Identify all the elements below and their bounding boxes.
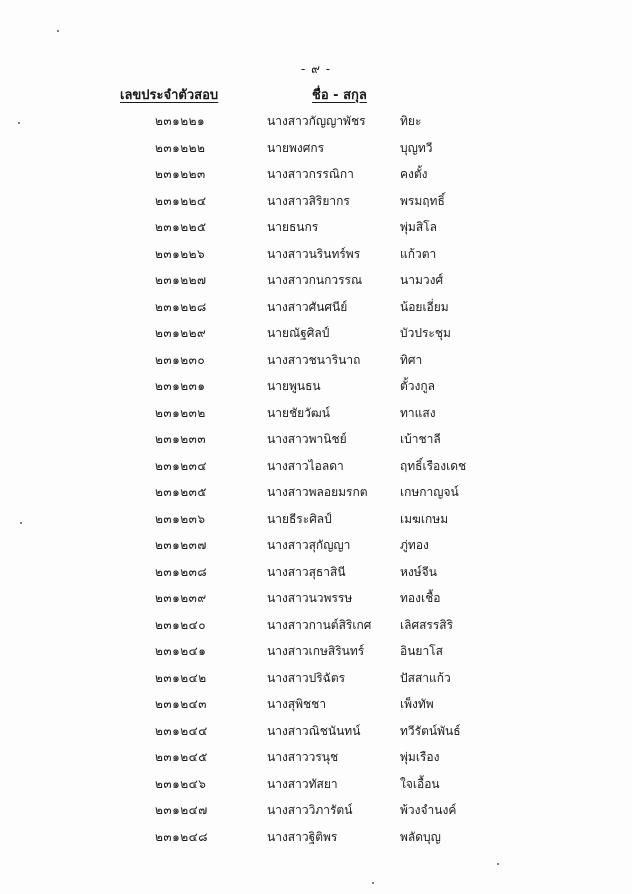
last-name-cell: ทองเชื้อ — [400, 591, 441, 605]
first-name-cell: นางสาววิภารัตน์ — [267, 803, 353, 817]
table-row — [0, 585, 632, 612]
table-row — [0, 771, 632, 798]
table-row — [0, 400, 632, 427]
first-name-cell: นายณัฐศิลป์ — [267, 326, 330, 340]
last-name-cell: เบ้าชาลี — [400, 432, 441, 446]
last-name-cell: บัวประชุม — [400, 326, 451, 340]
exam-id-cell: ๒๓๑๒๓๐ — [155, 352, 206, 367]
first-name-cell: นายธนกร — [267, 220, 319, 234]
last-name-cell: พรมฤทธิ์ — [400, 193, 445, 208]
last-name-cell: คงตั้ง — [400, 167, 428, 181]
table-row — [0, 797, 632, 824]
exam-id-cell: ๒๓๑๒๓๑ — [155, 379, 206, 393]
exam-id-cell: ๒๓๑๒๒๖ — [155, 246, 206, 261]
last-name-cell: นามวงศ์ — [400, 273, 444, 287]
table-row — [0, 506, 632, 533]
last-name-cell: ทาแสง — [400, 405, 436, 420]
exam-id-cell: ๒๓๑๒๔๖ — [155, 776, 207, 791]
first-name-cell: นางสาวชนารินาถ — [267, 352, 361, 367]
table-row — [0, 267, 632, 294]
exam-id-cell: ๒๓๑๒๔๐ — [155, 617, 207, 632]
table-row — [0, 426, 632, 453]
exam-id-cell: ๒๓๑๒๔๓ — [155, 697, 207, 711]
exam-id-cell: ๒๓๑๒๒๕ — [155, 220, 207, 234]
last-name-cell: เพ็งทัพ — [400, 697, 434, 711]
first-name-cell: นางสาวศันศนีย์ — [267, 299, 348, 314]
first-name-cell: นายพงศกร — [267, 140, 325, 155]
first-name-cell: นางสาวพานิชย์ — [267, 432, 347, 446]
first-name-cell: นางสุพิชชา — [267, 697, 327, 711]
last-name-cell: พ้วงจำนงค์ — [400, 803, 457, 817]
first-name-cell: นางสาวสุกัญญา — [267, 538, 351, 552]
last-name-cell: อินยาโส — [400, 644, 443, 658]
table-row — [0, 559, 632, 586]
first-name-cell: นางสาวกนกวรรณ — [267, 273, 363, 287]
exam-id-cell: ๒๓๑๒๔๘ — [155, 829, 208, 844]
table-row — [0, 188, 632, 215]
table-row — [0, 108, 632, 135]
first-name-cell: นางสาวสิริยากร — [267, 193, 350, 208]
exam-id-cell: ๒๓๑๒๔๔ — [155, 723, 208, 738]
last-name-cell: ใจเอื้อน — [400, 776, 440, 791]
last-name-cell: น้อยเอี่ยม — [400, 299, 449, 314]
first-name-cell: นางสาวเกษสิรินทร์ — [267, 644, 365, 658]
first-name-cell: นางสาวณิชนันทน์ — [267, 723, 361, 738]
table-row — [0, 347, 632, 374]
table-row — [0, 241, 632, 268]
exam-id-cell: ๒๓๑๒๒๘ — [155, 299, 207, 314]
last-name-cell: ทิศา — [400, 352, 423, 367]
exam-id-cell: ๒๓๑๒๓๗ — [155, 538, 207, 552]
table-row — [0, 612, 632, 639]
last-name-cell: หงษ์จีน — [400, 564, 437, 579]
last-name-cell: พลัดบุญ — [400, 829, 441, 844]
header-exam-id: เลขประจำตัวสอบ — [120, 88, 219, 103]
table-row — [0, 453, 632, 480]
last-name-cell: เกษกาญจน์ — [400, 485, 459, 499]
exam-id-cell: ๒๓๑๒๓๕ — [155, 485, 207, 499]
last-name-cell: ปัสสาแก้ว — [400, 670, 451, 685]
last-name-cell: ฤทธิ์เรืองเดช — [400, 458, 467, 473]
page-number: - ๙ - — [300, 62, 332, 76]
first-name-cell: นางสาวฐิติพร — [267, 829, 338, 844]
scan-speck — [20, 522, 22, 524]
last-name-cell: ทวีรัตน์พันธ์ — [400, 723, 461, 738]
exam-id-cell: ๒๓๑๒๒๗ — [155, 273, 207, 287]
exam-id-cell: ๒๓๑๒๒๙ — [155, 326, 207, 340]
exam-id-cell: ๒๓๑๒๒๒ — [155, 140, 206, 155]
exam-id-cell: ๒๓๑๒๓๒ — [155, 405, 206, 420]
last-name-cell: เลิศสรรสิริ — [400, 617, 454, 632]
first-name-cell: นางสาวพลอยมรกต — [267, 485, 368, 499]
table-row — [0, 294, 632, 321]
table-row — [0, 532, 632, 559]
first-name-cell: นางสาวกรรณิกา — [267, 167, 354, 181]
table-row — [0, 824, 632, 851]
last-name-cell: พุ่มเรือง — [400, 750, 440, 764]
candidate-list — [0, 108, 632, 850]
first-name-cell: นางสาวกานต์สิริเกศ — [267, 617, 372, 632]
exam-id-cell: ๒๓๑๒๔๒ — [155, 670, 207, 685]
scan-speck — [18, 122, 20, 124]
first-name-cell: นางสาวนวพรรษ — [267, 591, 353, 605]
last-name-cell: ภู่ทอง — [400, 538, 429, 552]
exam-id-cell: ๒๓๑๒๔๕ — [155, 750, 208, 764]
scan-speck — [57, 30, 59, 32]
first-name-cell: นางสาวทัสยา — [267, 776, 338, 791]
table-row — [0, 479, 632, 506]
first-name-cell: นายพูนธน — [267, 379, 321, 393]
last-name-cell: เมฆเกษม — [400, 511, 449, 526]
last-name-cell: บุญทวี — [400, 140, 433, 155]
exam-id-cell: ๒๓๑๒๓๖ — [155, 511, 206, 526]
first-name-cell: นางสาวนรินทร์พร — [267, 246, 361, 261]
exam-id-cell: ๒๓๑๒๓๔ — [155, 458, 207, 473]
first-name-cell: นางสาวไอลดา — [267, 458, 344, 473]
table-row — [0, 161, 632, 188]
table-row — [0, 718, 632, 745]
exam-id-cell: ๒๓๑๒๒๓ — [155, 167, 206, 181]
last-name-cell: ทิยะ — [400, 114, 422, 128]
exam-id-cell: ๒๓๑๒๒๔ — [155, 193, 207, 208]
header-full-name: ชื่อ - สกุล — [312, 88, 367, 103]
exam-id-cell: ๒๓๑๒๓๓ — [155, 432, 207, 446]
last-name-cell: ตั้วงกูล — [400, 379, 436, 393]
first-name-cell: นางสาวสุธาสินี — [267, 564, 346, 579]
first-name-cell: นางสาวปริฉัตร — [267, 670, 346, 685]
exam-id-cell: ๒๓๑๒๒๑ — [155, 114, 206, 128]
table-row — [0, 214, 632, 241]
last-name-cell: แก้วตา — [400, 246, 437, 261]
table-row — [0, 744, 632, 771]
first-name-cell: นางสาววรนุช — [267, 750, 339, 764]
first-name-cell: นางสาวกัญญาพัชร — [267, 114, 366, 128]
exam-id-cell: ๒๓๑๒๓๘ — [155, 564, 208, 579]
table-row — [0, 638, 632, 665]
exam-id-cell: ๒๓๑๒๔๑ — [155, 644, 207, 658]
first-name-cell: นายธีระศิลป์ — [267, 511, 332, 526]
scan-speck — [497, 863, 499, 865]
table-row — [0, 691, 632, 718]
exam-id-cell: ๒๓๑๒๓๙ — [155, 591, 207, 605]
exam-id-cell: ๒๓๑๒๔๗ — [155, 803, 208, 817]
scan-speck — [372, 882, 374, 884]
table-row — [0, 135, 632, 162]
first-name-cell: นายชัยวัฒน์ — [267, 405, 330, 420]
table-header — [0, 84, 632, 104]
table-row — [0, 665, 632, 692]
last-name-cell: พุ่มสิโล — [400, 220, 437, 234]
table-row — [0, 373, 632, 400]
table-row — [0, 320, 632, 347]
